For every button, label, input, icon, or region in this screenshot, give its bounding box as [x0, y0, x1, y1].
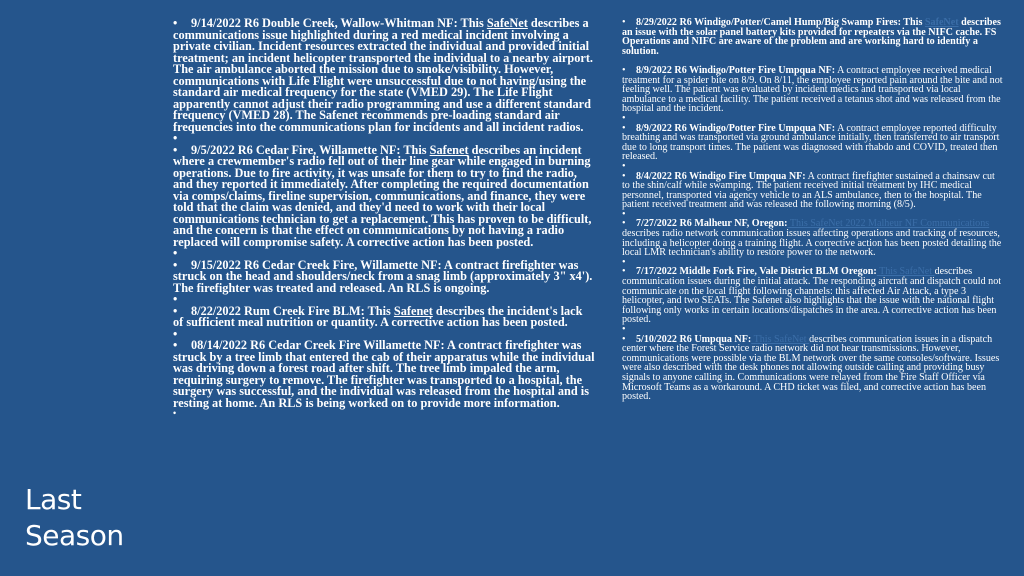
safenet-link[interactable]: This SafeNet	[751, 333, 810, 345]
safenet-link[interactable]: SafeNet	[486, 16, 528, 30]
safenet-link[interactable]: Safenet	[393, 303, 433, 318]
safenet-link[interactable]: SafeNet	[924, 17, 959, 28]
right-entry-3: • 8/9/2022 R6 Windigo/Potter Fire Umpqua NF: A contract employee reported difficulty breathing and was transported via ground ambulance initially, then transferred to air transport due to long transport times. The patient was diagnosed with rhabdo and COVID, treated then released.	[622, 122, 1000, 163]
spacer-bullet: •	[173, 292, 178, 306]
bullet-dot: •	[173, 16, 178, 30]
bullet-dot: •	[622, 218, 626, 230]
left-entry-1: • 9/14/2022 R6 Double Creek, Wallow-Whitman NF: This SafeNet describes a communications issue highlighted during a red medical incident involving a private civilian. Incident resources extracted the individual and provided initial treatment; an incident helicopter transported the individual to a nearby airport. The air ambulance aborted the mission due to smoke/visibility. However, communications with Life Flight were unsuccessful due to not having/using the standard air medical frequency for the state (VMED 29). The Life Flight apparently cannot adjust their radio programming and use a different standard frequency (VMED 28). The Safenet recommends pre-loading standard air frequencies into the communications plan for incidents and all incident radios.	[173, 16, 594, 134]
spacer-bullet: •	[622, 112, 626, 124]
right-entry-6: • 7/17/2022 Middle Fork Fire, Vale District BLM Oregon: This SafeNet describes communication issues during the initial attack. The responding aircraft and dispatch could not communicate on the local flight following channels: this affected Air Attack, a type 3 helicopter, and two SEATs. The Safenet also highlights that the issue with the national flight following only works in certain locations/dispatches in the area. A corrective action has been posted.	[622, 266, 1002, 326]
right-entry-4: • 8/4/2022 R6 Windigo Fire Umpqua NF: A contract firefighter sustained a chainsaw cut to the shin/calf while swamping. The patient received initial treatment by IHC medical personnel, transported via agency vehicle to an ALS ambulance, then to the hospital. The patient received treatment and was released the following morning (8/5).	[622, 170, 995, 211]
bullet-dot: •	[622, 17, 626, 28]
spacer-bullet: •	[622, 208, 626, 220]
spacer-bullet: •	[622, 160, 626, 172]
bullet-dot: •	[622, 64, 626, 76]
bullet-dot: •	[173, 338, 178, 352]
spacer-bullet: •	[173, 246, 178, 260]
safenet-link[interactable]: This SafeNet 2022 Malheur NF Communications	[787, 218, 990, 230]
left-entry-5: • 08/14/2022 R6 Cedar Creek Fire Willamette NF: A contract firefighter was struck by a tree limb that entered the cab of their apparatus while the individual was driving down a forest road after shift. The tree limb impaled the arm, requiring surgery to remove. The firefighter was transported to a hospital, the surgery was successful, and the individual was released from the hospital and is resting at home. An RLS is being worked on to provide more information.	[173, 338, 595, 410]
bullet-dot: •	[622, 122, 626, 134]
spacer-bullet: •	[173, 408, 177, 418]
bullet-dot: •	[622, 266, 626, 278]
right-entry-5: • 7/27/2022 R6 Malheur NF, Oregon: This SafeNet 2022 Malheur NF Communications describes radio network communication issues affecting operations and tracking of resources, including a helicopter doing a training flight. A corrective action has been posted detailing the local LMR technician's ability to restore power to the network.	[622, 218, 1002, 259]
bullet-dot: •	[622, 170, 626, 182]
right-column	[622, 18, 1004, 402]
left-entry-3: • 9/15/2022 R6 Cedar Creek Fire, Willamette NF: A contract firefighter was struck on the head and shoulders/neck from a snag limb (approximately 3" x4'). The firefighter was treated and released. An RLS is ongoing.	[173, 257, 593, 295]
left-column	[173, 18, 595, 418]
spacer-bullet: •	[173, 131, 178, 145]
right-entry-2: • 8/9/2022 R6 Windigo/Potter Fire Umpqua NF: A contract employee received medical treatment for a spider bite on 8/9. On 8/11, the employee reported pain around the bite and not feeling well. The patient was evaluated by incident medics and transported via local ambulance to a medical facility. The patient received a tetanus shot and was released from the hospital and the incident.	[622, 64, 1003, 115]
left-entry-4: • 8/22/2022 Rum Creek Fire BLM: This Safenet describes the incident's lack of sufficient meal nutrition or quantity. A corrective action has been posted.	[173, 303, 583, 329]
slide-title-line-2: Season	[25, 519, 124, 552]
bullet-dot: •	[173, 303, 178, 318]
slide-title-line-1: Last	[25, 483, 82, 516]
bullet-dot: •	[173, 142, 178, 157]
right-entry-1: • 8/29/2022 R6 Windigo/Potter/Camel Hump/Big Swamp Fires: This SafeNet describes an issue with the solar panel battery kits provided for repeaters via the NIFC cache. FS Operations and NIFC are aware of the problem and are working hard to identify a solution.	[622, 17, 1001, 57]
safenet-link[interactable]: Safenet	[429, 142, 469, 157]
bullet-dot: •	[173, 257, 178, 272]
bullet-dot: •	[622, 333, 626, 345]
slide-title	[25, 482, 124, 554]
spacer-bullet: •	[173, 326, 178, 341]
spacer-bullet: •	[622, 324, 626, 335]
safenet-link[interactable]: This SafeNet	[876, 266, 935, 278]
right-entry-7: • 5/10/2022 R6 Umpqua NF: This SafeNet describes communication issues in a dispatch center where the Forest Service radio network did not hear transmissions. However, communications were possible via the BLM network over the same consoles/software. Issues were also described with the desk phones not allowing outside calling and providing busy signals to anyone calling in. Communications were relayed from the Fire Staff Officer via Microsoft Teams as a workaround. A CHD ticket was filed, and corrective action has been posted.	[622, 333, 1000, 403]
spacer-bullet: •	[622, 256, 626, 268]
left-entry-2: • 9/5/2022 R6 Cedar Fire, Willamette NF: This Safenet describes an incident where a crewmember's radio fell out of their line gear while engaged in burning operations. Due to fire activity, it was unsafe for them to try to find the radio, and they reported it immediately. After completing the required documentation via comps/claims, fireline supervision, communications, and finance, they were told that the claim was denied, and they'd need to work with their local communications technician to get a replacement. This has proven to be difficult, and the concern is that the effect on communications by not having a radio replaced will compromise safety. A corrective action has been posted.	[173, 142, 592, 249]
